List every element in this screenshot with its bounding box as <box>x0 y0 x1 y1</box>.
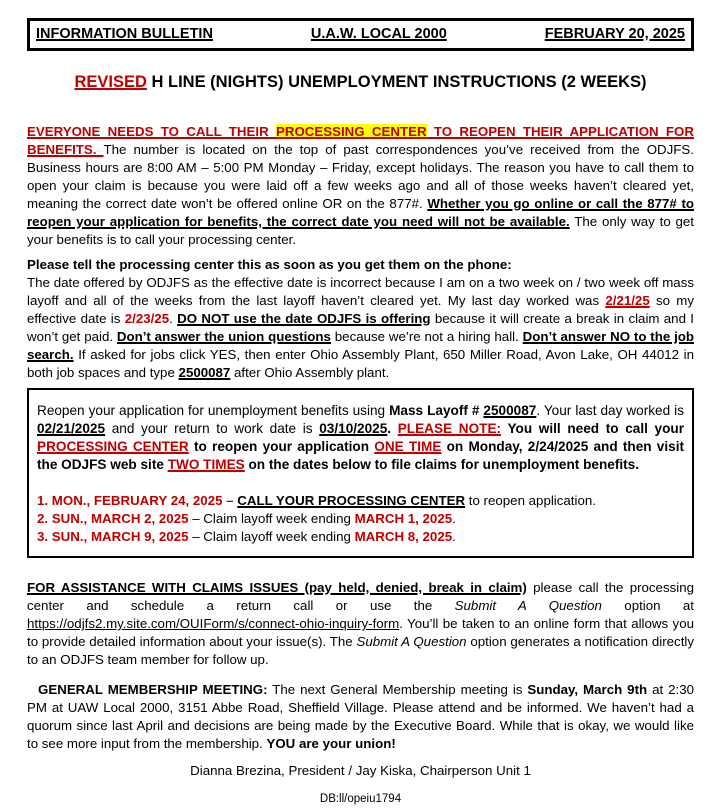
text-segment: PROCESSING CENTER <box>275 124 427 139</box>
text-segment: 03/10/2025 <box>319 421 388 436</box>
text-segment: please call the processing center and schedule a return call or use the <box>27 580 694 613</box>
text-segment: to reopen application. <box>465 493 596 508</box>
text-segment: . <box>452 529 456 544</box>
text-segment: The number is located on the top of past correspondences you’ve received from the ODJFS. Business hours are 8:00 AM – 5:00 PM Monday – Friday, except holidays. The reason you have to call them to open your claim is because you were laid off a few weeks ago and all of those weeks haven’t cleared yet, meaning the correct date won’t be offered online OR on the 877#. <box>27 142 694 211</box>
text-segment: on the dates below to file claims for unemployment benefits. <box>244 457 639 472</box>
text-segment: . <box>387 421 398 436</box>
reopen-box-paragraph <box>37 402 684 474</box>
text-segment: 2. SUN., MARCH 2, 2025 <box>37 511 189 526</box>
text-segment: option at <box>601 598 695 613</box>
text-segment: Don’t answer NO to the job search. <box>27 329 695 362</box>
text-segment: TO REOPEN THEIR APPLICATION FOR BENEFITS. <box>27 124 695 157</box>
text-segment: 3. SUN., MARCH 9, 2025 <box>37 529 189 544</box>
text-segment: 2/23/25 <box>124 311 170 326</box>
phone-script-heading <box>27 256 694 274</box>
phone-script-section <box>27 256 694 382</box>
footer-reference: DB:ll/opeiu1794 <box>319 793 402 805</box>
footer-signature: Dianna Brezina, President / Jay Kiska, Chairperson Unit 1 <box>190 763 531 778</box>
text-segment: MARCH 1, 2025 <box>354 511 453 526</box>
instruction-step-1 <box>37 492 684 510</box>
text-segment: 2500087 <box>178 365 231 380</box>
text-segment: DO NOT use the date ODJFS is offering <box>177 311 431 326</box>
text-segment: because it will create a break in claim and I won’t get paid. <box>27 311 694 344</box>
odjfs-inquiry-link[interactable]: https://odjfs2.my.site.com/OUIForm/s/connect-ohio-inquiry-form <box>27 616 400 631</box>
text-segment: . You’ll be taken to an online form that allows you to provide detailed information about your issue(s). The <box>27 616 694 649</box>
text-segment: The next General Membership meeting is <box>267 682 528 697</box>
text-segment: . Your last day worked is <box>536 403 684 418</box>
text-segment: and your return to work date is <box>105 421 320 436</box>
header-bulletin-title: INFORMATION BULLETIN <box>36 26 213 42</box>
text-segment: Don’t answer the union questions <box>116 329 331 344</box>
text-segment: – Claim layoff week ending <box>188 511 355 526</box>
text-segment: Reopen your application for unemployment benefits using <box>37 403 390 418</box>
text-segment: MARCH 8, 2025 <box>354 529 453 544</box>
text-segment: You will need to call your <box>501 421 684 436</box>
text-segment: If asked for jobs click YES, then enter Ohio Assembly Plant, 650 Miller Road, Avon Lake, OH 44012 in both job spaces and type <box>27 347 694 380</box>
text-segment: 1. MON., FEBRUARY 24, 2025 – <box>37 493 238 508</box>
text-segment: Mass Layoff # <box>389 403 484 418</box>
header-date: FEBRUARY 20, 2025 <box>544 26 685 42</box>
instruction-list <box>37 492 684 546</box>
text-segment: . <box>169 311 178 326</box>
text-segment: H LINE (NIGHTS) UNEMPLOYMENT INSTRUCTIONS (2 WEEKS) <box>146 73 647 91</box>
document-title <box>27 71 694 93</box>
text-segment: PROCESSING CENTER <box>37 439 189 454</box>
text-segment: on Monday, 2/24/2025 and then visit the ODJFS web site <box>37 439 685 472</box>
text-segment: at 2:30 PM at UAW Local 2000, 3151 Abbe Road, Sheffield Village. Please attend and be informed. We haven’t had a quorum since last April and decisions are being made by the Executive Board. While that is okay, we would like to see more input from the membership. <box>27 682 694 751</box>
header-bar <box>27 18 694 51</box>
text-segment: TWO TIMES <box>167 457 245 472</box>
text-segment: Please tell the processing center this as soon as you get them on the phone: <box>27 257 512 272</box>
text-segment: so my effective date is <box>27 293 694 326</box>
text-segment: 02/21/2025 <box>37 421 106 436</box>
text-segment: PLEASE NOTE: <box>397 421 502 436</box>
text-segment: because we’re not a hiring hall. <box>330 329 523 344</box>
text-segment: to reopen your application <box>188 439 375 454</box>
instruction-step-2 <box>37 510 684 528</box>
text-segment: FOR ASSISTANCE WITH CLAIMS ISSUES (pay held, denied, break in claim) <box>27 580 527 595</box>
text-segment: YOU are your union! <box>266 736 396 751</box>
paragraph-membership-meeting <box>27 681 694 753</box>
paragraph-claims-assistance <box>27 579 694 669</box>
text-segment: GENERAL MEMBERSHIP MEETING: <box>38 682 268 697</box>
text-segment: REVISED <box>74 73 147 91</box>
text-segment: – Claim layoff week ending <box>188 529 355 544</box>
paragraph-everyone-call <box>27 123 694 249</box>
text-segment: Sunday, March 9th <box>527 682 648 697</box>
text-segment: . <box>452 511 456 526</box>
text-segment: after Ohio Assembly plant. <box>230 365 390 380</box>
text-segment: 2500087 <box>483 403 537 418</box>
text-segment: 2/21/25 <box>605 293 650 308</box>
text-segment: Whether you go online or call the 877# to reopen your application for benefits, the correct date you need will not be available. <box>27 196 694 229</box>
phone-script-body <box>27 274 694 382</box>
text-segment: The date offered by ODJFS as the effective date is incorrect because I am on a two week on / two week off mass layoff and all of the weeks from the last layoff haven’t cleared yet. My last day worked was <box>27 275 694 308</box>
reopen-instructions-box <box>27 388 694 558</box>
text-segment: The only way to get your benefits is to call your processing center. <box>27 214 694 247</box>
text-segment: option generates a notification directly to an ODJFS team member for follow up. <box>27 634 694 667</box>
header-organization: U.A.W. LOCAL 2000 <box>310 26 447 42</box>
instruction-step-3 <box>37 528 684 546</box>
text-segment: Submit A Question <box>454 598 602 613</box>
text-segment: ONE TIME <box>374 439 442 454</box>
text-segment: Submit A Question <box>356 634 467 649</box>
text-segment: EVERYONE NEEDS TO CALL THEIR <box>27 124 276 139</box>
text-segment: CALL YOUR PROCESSING CENTER <box>237 493 466 508</box>
